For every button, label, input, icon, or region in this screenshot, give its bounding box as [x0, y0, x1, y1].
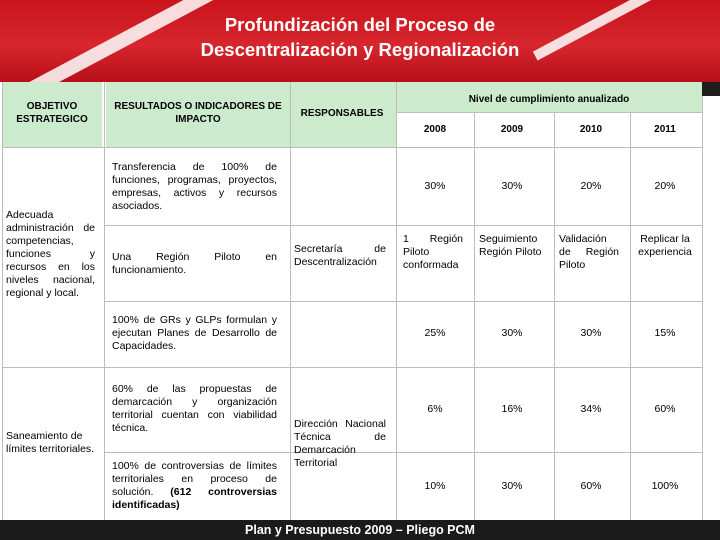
grid-line: [2, 367, 702, 368]
title-banner: [0, 0, 720, 82]
resultado-3: 100% de GRs y GLPs formulan y ejecutan Planes de Desarrollo de Capacidades.: [112, 314, 277, 352]
value-2008: 10%: [424, 480, 446, 492]
value-2010: 60%: [580, 480, 602, 492]
objetivo-1: Adecuada administración de competencias, funciones y recursos en los niveles nacional, regional y local.: [6, 209, 95, 299]
value-2008: 25%: [424, 327, 446, 339]
header-resultados: RESULTADOS O INDICADORES DE IMPACTO: [114, 101, 282, 125]
value-2011: 60%: [654, 403, 676, 415]
header-year-2011: 2011: [654, 124, 676, 135]
resultado-5-text: 100% de controversias de límites territoriales en proceso de solución.: [112, 460, 277, 498]
resultado-4: 60% de las propuestas de demarcación y organización territorial cuentan con viabilidad técnica.: [112, 383, 277, 434]
objetivo-2: Saneamiento de límites territoriales.: [6, 430, 95, 455]
value-2010: 34%: [580, 403, 602, 415]
header-year-2008: 2008: [423, 124, 447, 135]
value-2010: Validación de Región Piloto: [559, 233, 619, 271]
grid-line: [702, 96, 703, 520]
grid-line: [104, 301, 702, 302]
value-2011: 15%: [654, 327, 676, 339]
resultado-1: Transferencia de 100% de funciones, programas, proyectos, empresas, activos y recursos asociados.: [112, 161, 277, 212]
header-year-2010: 2010: [579, 124, 603, 135]
value-2008: 6%: [427, 403, 443, 415]
resultado-2: Una Región Piloto en funcionamiento.: [112, 251, 277, 276]
header-objetivo: OBJETIVO ESTRATEGICO: [16, 101, 88, 125]
value-2009: 16%: [501, 403, 523, 415]
title-line-1: Profundización del Proceso de: [224, 14, 496, 35]
grid-line: [396, 112, 702, 113]
value-2008: 1 Región Piloto conformada: [403, 233, 463, 271]
value-2009: 30%: [501, 480, 523, 492]
grid-line: [474, 112, 475, 520]
value-2008: 30%: [424, 180, 446, 192]
value-2009: Seguimiento Región Piloto: [479, 233, 542, 258]
value-2011: 100%: [651, 480, 679, 492]
grid-line: [2, 147, 702, 148]
title-line-2: Descentralización y Regionalización: [200, 39, 520, 60]
footer-text: Plan y Presupuesto 2009 – Pliego PCM: [245, 523, 475, 537]
responsable-1: Secretaría de Descentralización: [294, 243, 386, 268]
header-nivel: Nivel de cumplimiento anualizado: [468, 94, 630, 105]
grid-line: [554, 112, 555, 520]
value-2009: 30%: [501, 180, 523, 192]
value-2011: Replicar la experiencia: [638, 233, 692, 258]
value-2011: 20%: [654, 180, 676, 192]
header-year-2009: 2009: [500, 124, 524, 135]
grid-line: [104, 452, 702, 453]
page-title: [0, 12, 720, 62]
grid-line: [104, 225, 702, 226]
header-responsables: RESPONSABLES: [300, 108, 384, 119]
value-2010: 20%: [580, 180, 602, 192]
footer-bar: [0, 520, 720, 540]
responsable-2: Dirección Nacional Técnica de Demarcación Territorial: [294, 418, 386, 469]
value-2009: 30%: [501, 327, 523, 339]
resultado-5: [112, 460, 277, 512]
value-2010: 30%: [580, 327, 602, 339]
dark-corner-decoration: [702, 82, 720, 96]
grid-line: [630, 112, 631, 520]
resultado-5-bold: (612 controversias identificadas): [112, 486, 277, 511]
